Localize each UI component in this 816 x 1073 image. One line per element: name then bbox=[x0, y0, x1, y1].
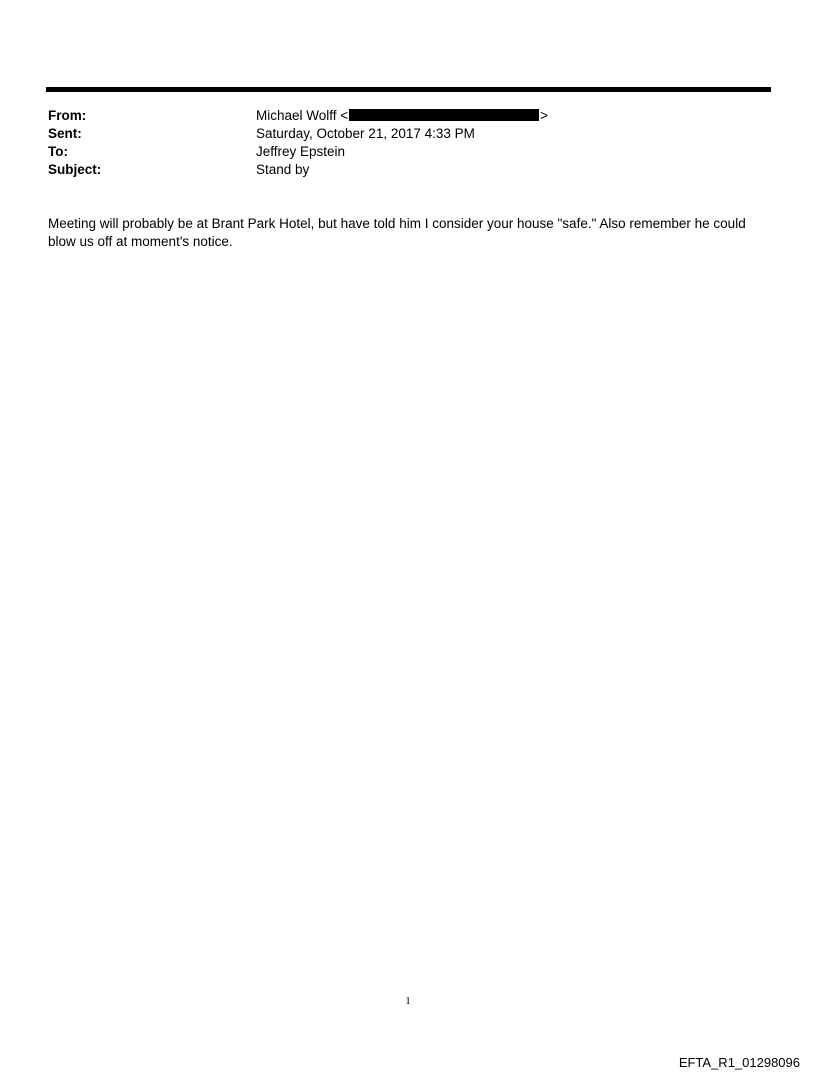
sender-suffix: > bbox=[540, 108, 549, 123]
sent-label: Sent: bbox=[48, 126, 82, 141]
to-label: To: bbox=[48, 144, 68, 159]
sent-value: Saturday, October 21, 2017 4:33 PM bbox=[256, 126, 475, 141]
redaction-block bbox=[349, 109, 539, 121]
header-row-sent bbox=[48, 125, 768, 143]
to-value: Jeffrey Epstein bbox=[256, 144, 346, 159]
header-row-subject bbox=[48, 161, 768, 179]
header-rule bbox=[46, 87, 771, 92]
header-row-from bbox=[48, 107, 768, 125]
from-label: From: bbox=[48, 108, 87, 123]
subject-value: Stand by bbox=[256, 162, 310, 177]
header-row-to bbox=[48, 143, 768, 161]
page-number: 1 bbox=[405, 995, 411, 1007]
from-value bbox=[256, 107, 548, 125]
bates-number: EFTA_R1_01298096 bbox=[678, 1055, 800, 1070]
email-body: Meeting will probably be at Brant Park Hotel, but have told him I consider your house "safe." Also remember he could blow us off at moment's notice. bbox=[48, 216, 746, 249]
subject-label: Subject: bbox=[48, 162, 102, 177]
sender-name: Michael Wolff < bbox=[256, 108, 349, 123]
email-header bbox=[48, 107, 768, 179]
